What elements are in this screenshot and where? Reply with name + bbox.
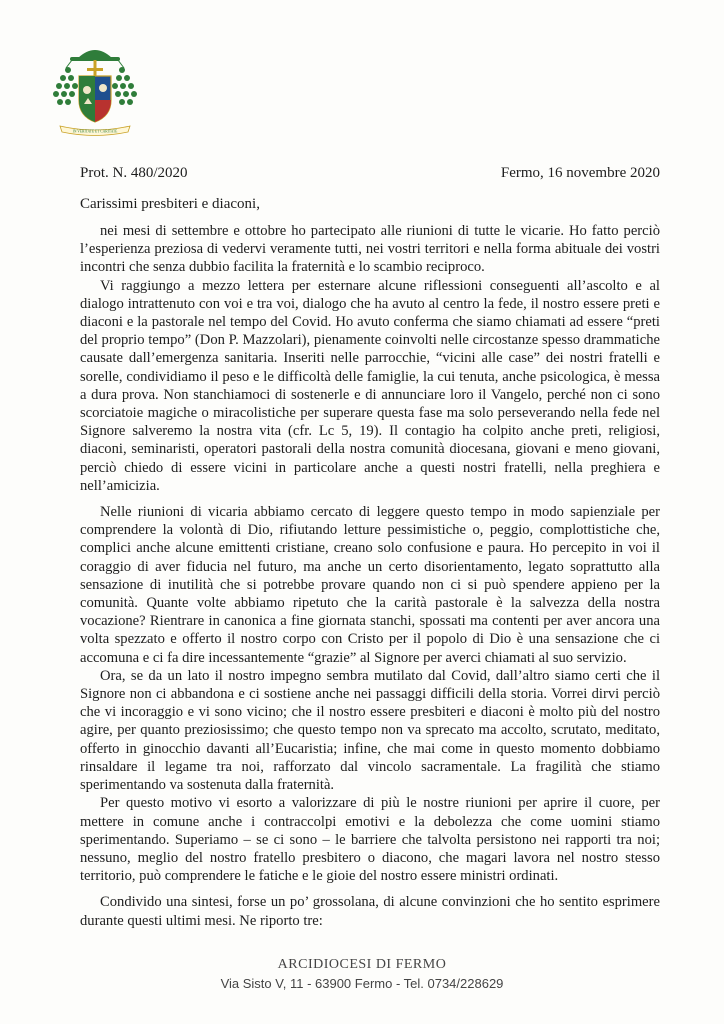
paragraph-4: Ora, se da un lato il nostro impegno sembra mutilato dal Covid, dall’altro siamo certi che il Signore non ci abbandona e ci sostiene anche nei passaggi difficili della storia. Vorrei dirvi perciò che vi incoraggio e vi sono vicino; che il nostro essere presbiteri e diaconi è molto più del nostro agire, per quanto preziosissimo; che questo tempo non va sprecato ma accolto, scrutato, meditato, offerto in ginocchio davanti all’Eucaristia; infine, che mai come in questo momento dobbiamo rinsaldare il legame tra noi, rafforzato dal vincolo sacramentale. La fragilità che stiamo sperimentando va sostenuta dalla fraternità. [80, 667, 660, 794]
letter-body [80, 222, 660, 930]
footer-organization: ARCIDIOCESI DI FERMO [277, 957, 447, 972]
paragraph-6: Condivido una sintesi, forse un po’ grossolana, di alcune convinzioni che ho sentito esprimere durante questi ultimi mesi. Ne riporto tre: [80, 894, 660, 929]
paragraph-5: Per questo motivo vi esorto a valorizzare di più le nostre riunioni per aprire il cuore, per mettere in comune anche i contraccolpi emotivi e la debolezza che come uomini stiamo sperimentando. Superiamo – se ci sono – le barriere che talvolta persistono nei rapporti tra noi; nessuno, meglio del nostro fratello presbitero o diacono, che magari lavora nel nostro stesso territorio, può comprendere le fatiche e le gioie del nostro essere ministri ordinati. [80, 795, 660, 885]
protocol-number: Prot. N. 480/2020 [80, 165, 188, 181]
paragraph-3: Nelle riunioni di vicaria abbiamo cercato di leggere questo tempo in modo sapienziale per comprendere la volontà di Dio, rifiutando letture pessimistiche o, peggio, complottistiche che, complici anche alcune emittenti cristiane, creano solo confusione e paura. Ho percepito in voi il coraggio di aver fiducia nel futuro, ma anche un certo disorientamento, legato soprattutto alla sensazione di inutilità che si potrebbe provare quando non ci si può spendere appieno per la comunità. Quante volte abbiamo ripetuto che la carità pastorale è la salvezza della nostra vocazione? Rientrare in canonica a fine giornata stanchi, spossati ma contenti per aver ancora una volta spezzato e offerto il nostro corpo con Cristo per il popolo di Dio è una sensazione che ci accomuna e ci fa dire incessantemente “grazie” al Signore per averci chiamati al suo servizio. [80, 504, 660, 666]
galero-hat [78, 50, 112, 58]
motto-text: IN VERITATE ET CARITATE [72, 129, 118, 134]
coat-of-arms [50, 38, 140, 138]
tassels-right [112, 67, 137, 105]
paragraph-2: Vi raggiungo a mezzo lettera per esternare alcune riflessioni conseguenti all’ascolto e al dialogo intrattenuto con voi e tra voi, dialogo che ha avuto al centro la fede, il nostro essere preti e diaconi e la pastorale nel tempo del Covid. Ho avuto conferma che siamo chiamati ad essere “preti del proprio tempo” (Don P. Mazzolari), pienamente coinvolti nelle circostanze spesso drammatiche causate dall’emergenza sanitaria. Inseriti nelle parrocchie, “vicini alle case” dei nostri fratelli e sorelle, condividiamo il peso e le difficoltà delle famiglie, la cui tenuta, anche psicologica, è messa a dura prova. Non stanchiamoci di sostenerle e di annunciare loro il Vangelo, perché non ci sono scorciatoie magiche o miracolistiche per superare questa fase ma solo perseverando nella fede nel Signore salveremo la nostra vita (cfr. Lc 5, 19). Il contagio ha colpito anche preti, religiosi, diaconi, seminaristi, operatori pastorali della nostra comunità diocesana, giovani e meno giovani, perciò chiedo di essere vicini in particolare anche a questi nostri fratelli, nella preghiera e nell’amicizia. [80, 277, 660, 494]
footer-address: Via Sisto V, 11 - 63900 Fermo - Tel. 0734/228629 [220, 976, 504, 991]
tassels-left [53, 67, 78, 105]
salutation: Carissimi presbiteri e diaconi, [80, 196, 260, 212]
letter-date: Fermo, 16 novembre 2020 [500, 165, 660, 181]
paragraph-1: nei mesi di settembre e ottobre ho partecipato alle riunioni di tutte le vicarie. Ho fatto perciò l’esperienza preziosa di vedervi veramente tutti, nei vostri territori e nella forma abituale dei vostri incontri che senza dubbio facilita la fraternità e lo scambio reciproco. [80, 223, 660, 276]
